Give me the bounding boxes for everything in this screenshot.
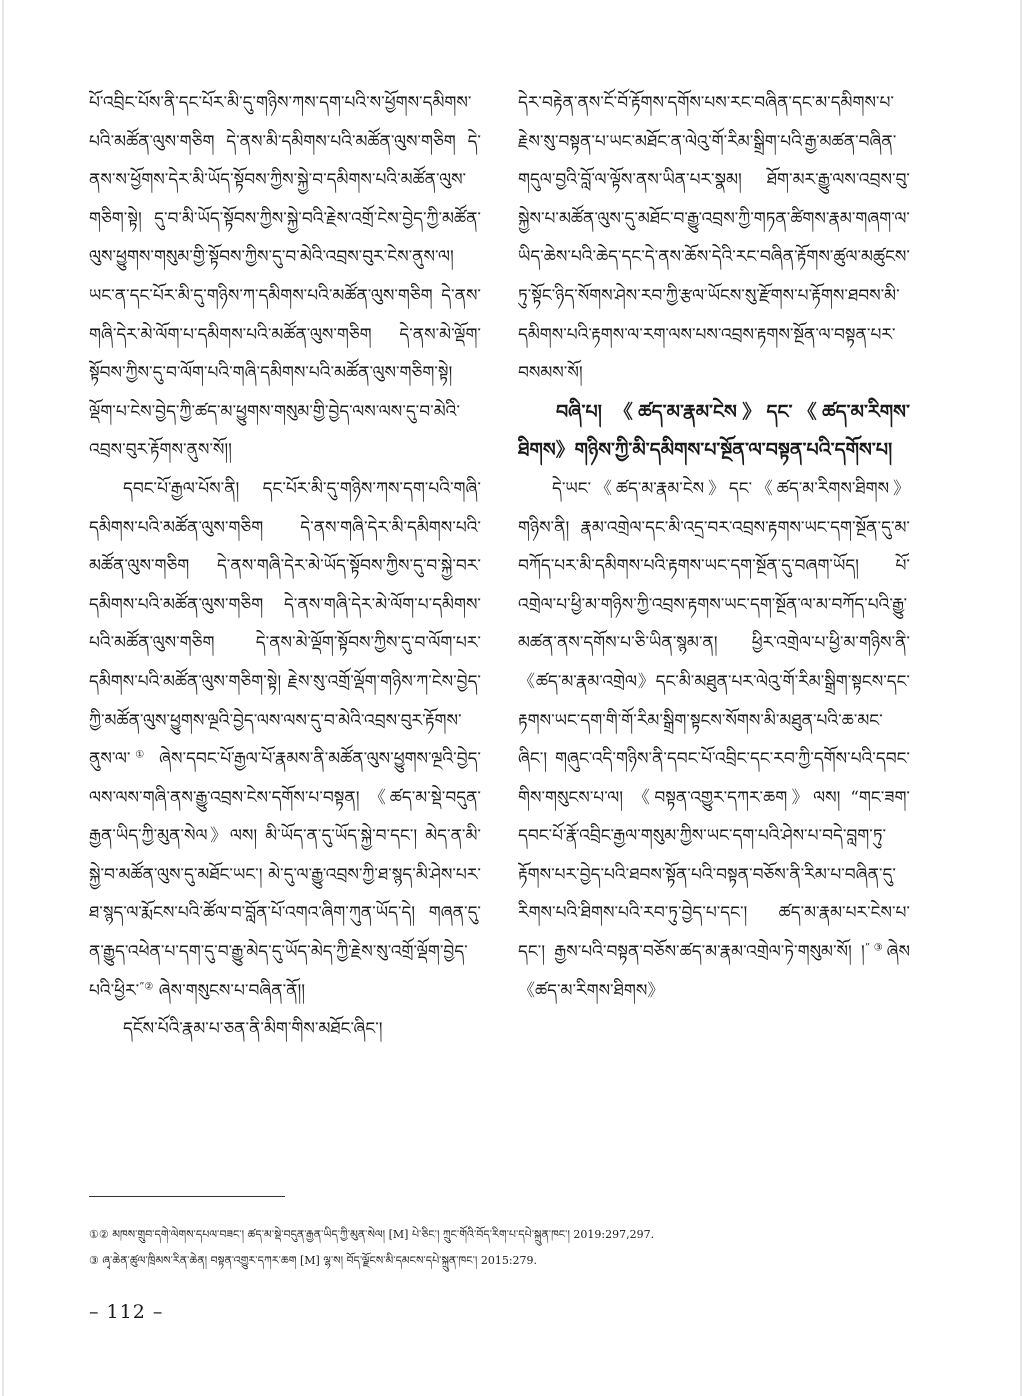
- footnote-divider: [89, 1196, 285, 1197]
- right-paragraph-2-end: ཞེས《ཚད་མ་རིགས་ཐིགས》: [518, 942, 910, 1001]
- right-paragraph-1: དེར་བརྟེན་ནས་ངོ་བོ་རྟོགས་དགོས་པས་རང་བཞིན་དང་མ་དམིགས་པ་རྗེས་སུ་བསྟན་པ་ཡང་མཐོང་ན་ལེའུ་གོ་རིམ་སྒྲིག་པའི་རྒྱ་མཚན་བཞིན་གདུལ་བྱའི་བློ་ལ་ལྟོས་ནས་ཡིན་པར་སྣམ། ཐོག་མར་རྒྱུ་ལས་འབྲས་བུ་སྐྱེས་པ་མཚོན་ལུས་དུ་མཐོང་བ་རྒྱུ་འབྲས་ཀྱི་གཏན་ཚིགས་རྣམ་གཞག་ལ་ཡིད་ཆེས་པའི་ཆེད་དང་དེ་ནས་ཆོས་དེའི་རང་བཞིན་རྟོགས་ཚུལ་མཚུངས་ཏུ་སྟོང་ཉིད་སོགས་ཤེས་རབ་ཀྱི་རྩལ་ཡོངས་སུ་རྫོགས་པ་རྟོགས་ཐབས་མི་དམིགས་པའི་རྟགས་ལ་རག་ལས་པས་འབྲས་རྟགས་སྔོན་ལ་བསྟན་པར་བསམས་སོ།: [518, 93, 910, 384]
- page-edge-right: [1020, 0, 1022, 1396]
- page-edge-left: [2, 0, 4, 1396]
- left-paragraph-2-text: དབང་པོ་རྒྱལ་པོས་ནི། དང་པོར་མི་དུ་གཉིས་ཀས་དག་པའི་གཞི་དམིགས་པའི་མཚོན་ལུས་གཅིག དེ་ནས་གཞི་དེར་མི་དམིགས་པའི་མཚོན་ལུས་གཅིག དེ་ནས་གཞི་དེར་མེ་ཡོད་སྟོབས་ཀྱིས་དུ་བ་སྐྱེ་བར་དམིགས་པའི་མཚོན་ལུས་གཅིག དེ་ནས་གཞི་དེར་མེ་ལོག་པ་དམིགས་པའི་མཚོན་ལུས་གཅིག དེ་ནས་མེ་ལྡོག་སྟོབས་ཀྱིས་དུ་བ་ལོག་པར་དམིགས་པའི་མཚོན་ལུས་གཅིག་སྟེ། རྗེས་སུ་འགྲོ་ལྡོག་གཉིས་ཀ་ངེས་བྱེད་ཀྱི་མཚོན་ལུས་ཕྱུགས་ལྔའི་བྱེད་ལས་ལས་དུ་བ་མེའི་འབྲས་བུར་རྟོགས་ནུས་ལ་: [89, 478, 481, 770]
- footnote-ref-2[interactable]: ”②: [139, 981, 154, 992]
- left-column: [89, 84, 481, 1049]
- right-column: [518, 84, 910, 1010]
- footnote-2: ③ ཞྭ་ཆེན་ཚུལ་ཁྲིམས་རིན་ཆེན། བསྟན་འགྱུར་དཀར་ཆག [M] ལྷ་ས། བོད་ལྗོངས་མི་དམངས་དཔེ་སྐྲུན་ཁང་། 2015:279.: [89, 1254, 538, 1267]
- left-paragraph-2-text-cont: ཞེས་དབང་པོ་རྒྱལ་པོ་རྣམས་ནི་མཚོན་ལུས་ཕྱུགས་ལྔའི་བྱེད་ལས་ལས་གཞི་ནས་རྒྱུ་འབྲས་ངེས་དགོས་པ་བསྟན། 《ཚད་མ་སྡེ་བདུན་རྒྱན་ཡིད་ཀྱི་མུན་སེལ》ལས། མི་ཡོད་ན་དུ་ཡོད་སྐྱེ་བ་དང་། མེད་ན་མི་སྐྱེ་བ་མཚོན་ལུས་དུ་མཐོང་ཡང་། མེ་དུ་ལ་རྒྱུ་འབྲས་ཀྱི་ཐ་སྙད་མི་ཤེས་པར་ཐ་སྙད་ལ་རྨོངས་པའི་ཚོལ་བ་བློན་པོ་འགའ་ཞིག་ཀུན་ཡོད་དེ། གཞན་དུ་ན་རྒྱུད་འཕེན་པ་དག་དུ་བ་རྒྱུ་མེད་དུ་ཡོད་མེད་ཀྱི་རྗེས་སུ་འགྲོ་ལྡོག་བྱེད་པའི་ཕྱིར་: [89, 749, 481, 1001]
- left-paragraph-1: པོ་འབྲིང་པོས་ནི་དང་པོར་མི་དུ་གཉིས་ཀས་དག་པའི་ས་ཕྱོགས་དམིགས་པའི་མཚོན་ལུས་གཅིག དེ་ནས་མི་དམིགས་པའི་མཚོན་ལུས་གཅིག དེ་ནས་ས་ཕྱོགས་དེར་མི་ཡོད་སྟོབས་ཀྱིས་སྐྱེ་བ་དམིགས་པའི་མཚོན་ལུས་གཅིག་སྟེ། དུ་བ་མི་ཡོད་སྟོབས་ཀྱིས་སྐྱེ་བའི་རྗེས་འགྲོ་ངེས་བྱེད་ཀྱི་མཚོན་ལུས་ཕྱུགས་གསུམ་གྱི་སྟོབས་ཀྱིས་དུ་བ་མེའི་འབྲས་བུར་ངེས་ནུས་ལ། ཡང་ན་དང་པོར་མི་དུ་གཉིས་ཀ་དམིགས་པའི་མཚོན་ལུས་གཅིག དེ་ནས་གཞི་དེར་མེ་ལོག་པ་དམིགས་པའི་མཚོན་ལུས་གཅིག དེ་ནས་མེ་ལྡོག་སྟོབས་ཀྱིས་དུ་བ་ལོག་པའི་གཞི་དམིགས་པའི་མཚོན་ལུས་གཅིག་སྟེ། ལྡོག་པ་ངེས་བྱེད་ཀྱི་ཚད་མ་ཕྱུགས་གསུམ་གྱི་བྱེད་ལས་ལས་དུ་བ་མེའི་འབྲས་བུར་རྟོགས་ནུས་སོ།།: [89, 93, 481, 461]
- left-paragraph-3: དངོས་པོའི་རྣམ་པ་ཅན་ནི་མིག་གིས་མཐོང་ཞིང་།: [123, 1019, 383, 1040]
- footnote-1: ①② མཁས་གྲུབ་དགེ་ལེགས་དཔལ་བཟང་། ཚད་མ་སྡེ་བདུན་རྒྱན་ཡིད་ཀྱི་མུན་སེལ། [M] པེ་ཅིང་། ཀྲུང་གོའི་བོད་རིག་པ་དཔེ་སྐྲུན་ཁང་། 2019:297,297.: [89, 1228, 655, 1241]
- page-number: – 112 –: [89, 1301, 164, 1323]
- section-heading: བཞི་པ། 《ཚད་མ་རྣམ་ངེས》དང་《ཚད་མ་རིགས་ཐིགས》གཉིས་ཀྱི་མི་དམིགས་པ་སྔོན་ལ་བསྟན་པའི་དགོས་པ།: [518, 400, 910, 462]
- left-paragraph-2-end: ཞེས་གསུངས་པ་བཞིན་ནོ།།: [153, 980, 306, 1001]
- footnote-ref-3[interactable]: ”③: [864, 942, 887, 954]
- footnote-ref-1[interactable]: ①: [130, 749, 149, 761]
- left-paragraph-2: [89, 470, 481, 1010]
- footnotes: [89, 1222, 909, 1274]
- right-paragraph-2: [518, 470, 910, 1010]
- right-paragraph-2-text: དེ་ཡང་《ཚད་མ་རྣམ་ངེས》དང་《ཚད་མ་རིགས་ཐིགས》གཉིས་ནི། རྣམ་འགྲེལ་དང་མི་འདྲ་བར་འབྲས་རྟགས་ཡང་དག་སྔོན་དུ་མ་བཀོད་པར་མི་དམིགས་པའི་རྟགས་ཡང་དག་སྔོན་དུ་བཞག་ཡོད། པོ་འགྲེལ་པ་ཕྱི་མ་གཉིས་ཀྱི་འབྲས་རྟགས་ཡང་དག་སྔོན་ལ་མ་བཀོད་པའི་རྒྱུ་མཚན་ནས་དགོས་པ་ཅི་ཡིན་སྙམ་ན། ཕྱིར་འགྲེལ་པ་ཕྱི་མ་གཉིས་ནི་《ཚད་མ་རྣམ་འགྲེལ》དང་མི་མཐུན་པར་ལེའུ་གོ་རིམ་སྒྲིག་སྟངས་དང་རྟགས་ཡང་དག་གི་གོ་རིམ་སྒྲིག་སྟངས་སོགས་མི་མཐུན་པའི་ཆ་མང་ཞིང་། གཞུང་འདི་གཉིས་ནི་དབང་པོ་འབྲིང་དང་རབ་ཀྱི་དགོས་པའི་དབང་གིས་གསུངས་པ་ལ། 《བསྟན་འགྱུར་དཀར་ཆག》ལས། “གང་ཟག་དབང་པོ་རྣོ་འབྲིང་རྒྱལ་གསུམ་ཀྱིས་ཡང་དག་པའི་ཤེས་པ་བདེ་བླག་ཏུ་རྟོགས་པར་བྱེད་པའི་ཐབས་སྟོན་པའི་བསྟན་བཅོས་ནི་རིམ་པ་བཞིན་དུ་རིགས་པའི་ཐིགས་པའི་རབ་ཏུ་བྱེད་པ་དང་། ཚད་མ་རྣམ་པར་ངེས་པ་དང་། རྒྱས་པའི་བསྟན་བཅོས་ཚད་མ་རྣམ་འགྲེལ་ཏེ་གསུམ་སོ། །: [518, 478, 910, 963]
